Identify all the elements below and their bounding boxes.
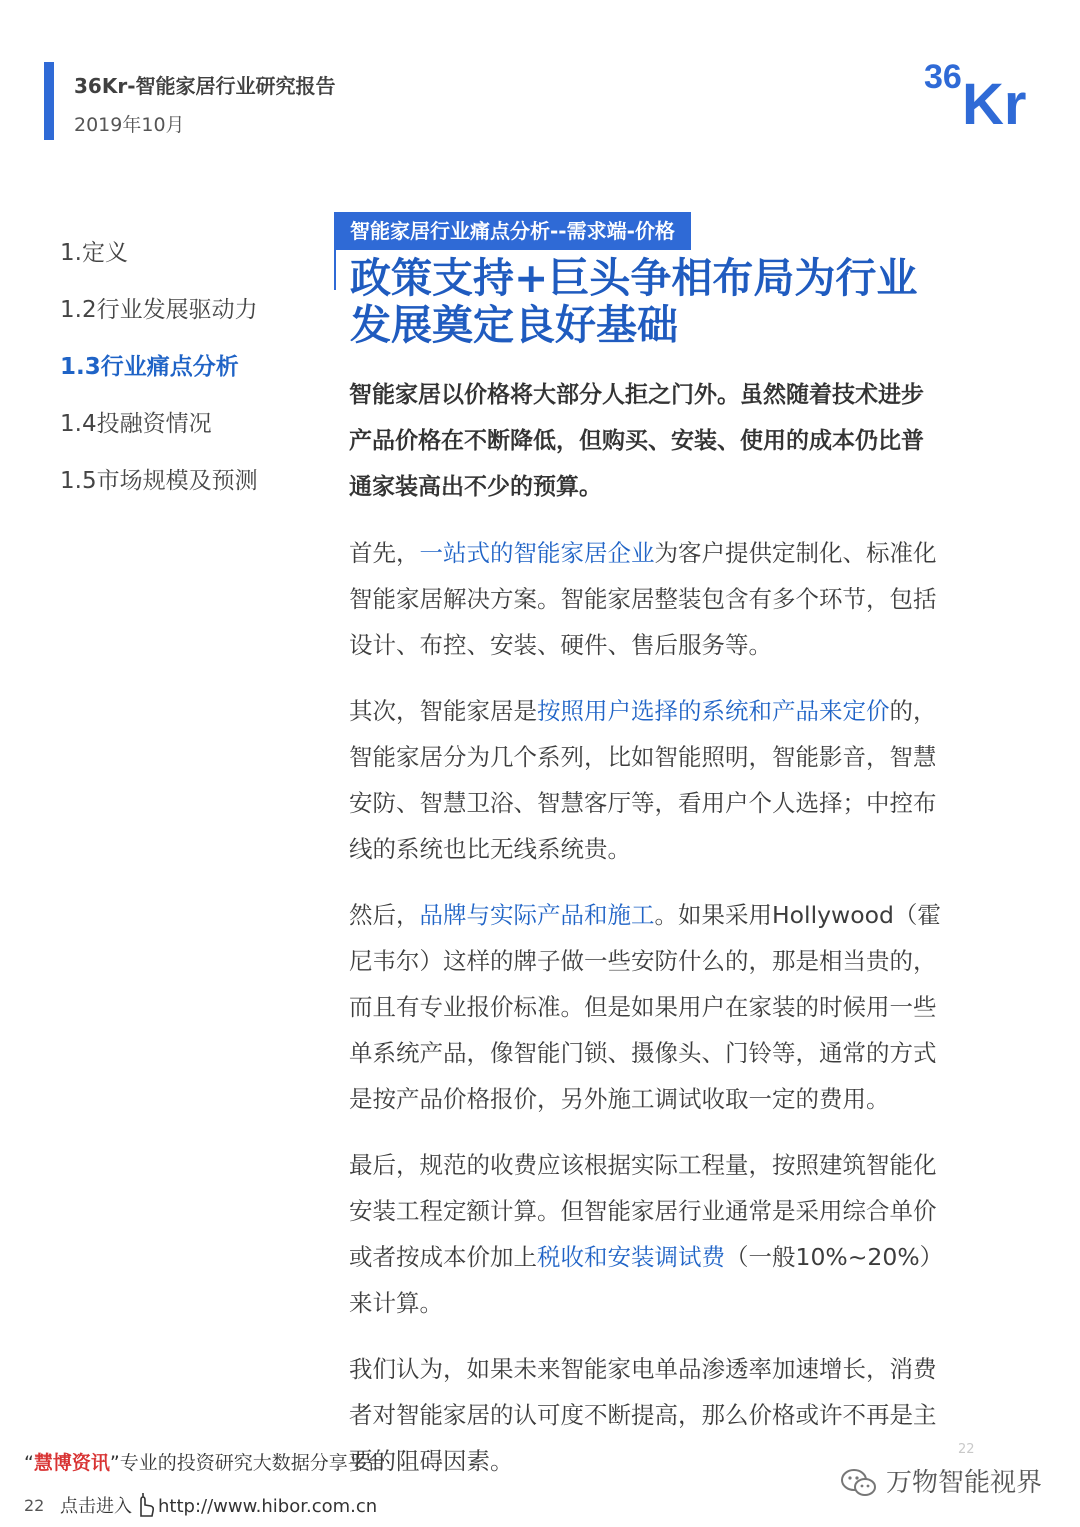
text-line: 安装工程定额计算。但智能家居行业通常是采用综合单价 — [349, 1197, 937, 1225]
header-accent-bar — [44, 62, 54, 140]
table-of-contents — [60, 236, 258, 521]
text-line: 线的系统也比无线系统贵。 — [349, 835, 631, 863]
toc-item-definition[interactable]: 1.定义 — [60, 240, 128, 266]
quote-open: “ — [24, 1452, 34, 1474]
text-line: 最后，规范的收费应该根据实际工程量，按照建筑智能化 — [349, 1151, 937, 1179]
page-number: 22 — [24, 1496, 45, 1515]
highlight-text: 一站式的智能家居企业 — [419, 539, 655, 567]
pointing-hand-icon — [134, 1492, 156, 1518]
36kr-logo — [922, 52, 1042, 132]
enter-label: 点击进入 — [60, 1496, 132, 1517]
highlight-text: 品牌与实际产品和施工 — [419, 901, 655, 929]
text-line: 智能家居解决方案。智能家居整装包含有多个环节，包括 — [349, 585, 937, 613]
text-line: 而且有专业报价标准。但是如果用户在家装的时候用一些 — [349, 993, 937, 1021]
headline-line: 发展奠定良好基础 — [350, 301, 678, 349]
footer-slogan-line — [24, 1448, 386, 1475]
svg-text:Kr: Kr — [962, 72, 1027, 132]
svg-text:36: 36 — [924, 58, 962, 96]
text-line: 单系统产品，像智能门锁、摄像头、门铃等，通常的方式 — [349, 1039, 937, 1067]
wechat-watermark — [840, 1462, 1042, 1499]
toc-item-financing[interactable]: 1.4投融资情况 — [60, 411, 212, 437]
section-headline — [350, 255, 1050, 349]
text-fragment: 的， — [889, 697, 937, 725]
text-fragment: 为客户提供定制化、标准化 — [654, 539, 937, 567]
watermark-text: 万物智能视界 — [886, 1468, 1043, 1498]
text-line: 来计算。 — [349, 1289, 443, 1317]
wechat-icon — [840, 1467, 878, 1499]
hibor-url-link[interactable]: http://www.hibor.com.cn — [158, 1496, 378, 1517]
hibor-brand: 慧博资讯 — [33, 1452, 110, 1474]
lead-paragraph — [349, 372, 999, 510]
toc-item-market-size[interactable]: 1.5市场规模及预测 — [60, 468, 258, 494]
text-line — [349, 688, 999, 734]
text-fragment: （一般10%~20%） — [725, 1243, 944, 1271]
text-line: 产品价格在不断降低，但购买、安装、使用的成本仍比普 — [349, 428, 924, 454]
text-line: 我们认为，如果未来智能家电单品渗透率加速增长，消费 — [349, 1355, 937, 1383]
report-title: 36Kr-智能家居行业研究报告 — [74, 74, 336, 98]
paragraph-third — [349, 892, 999, 1122]
paragraph-fourth — [349, 1142, 999, 1326]
report-date: 2019年10月 — [74, 114, 185, 136]
quote-close: ” — [109, 1452, 120, 1474]
text-line — [349, 1234, 999, 1280]
footer-link-line[interactable] — [60, 1492, 377, 1518]
paragraph-first — [349, 530, 999, 668]
paragraph-second — [349, 688, 999, 872]
text-line: 者对智能家居的认可度不断提高，那么价格或许不再是主 — [349, 1401, 937, 1429]
footer-slogan: 专业的投资研究大数据分享平台 — [119, 1452, 386, 1474]
text-line: 智能家居以价格将大部分人拒之门外。虽然随着技术进步 — [349, 382, 924, 408]
toc-item-drivers[interactable]: 1.2行业发展驱动力 — [60, 297, 258, 323]
text-line — [349, 892, 999, 938]
text-fragment: 。如果采用Hollywood（霍 — [654, 901, 941, 929]
text-fragment: 首先， — [349, 539, 420, 567]
text-line: 智能家居分为几个系列，比如智能照明，智能影音，智慧 — [349, 743, 937, 771]
text-line: 设计、布控、安装、硬件、售后服务等。 — [349, 631, 772, 659]
toc-item-pain-points[interactable]: 1.3行业痛点分析 — [60, 354, 239, 380]
highlight-text: 税收和安装调试费 — [537, 1243, 725, 1271]
text-fragment: 然后， — [349, 901, 420, 929]
text-line: 是按产品价格报价，另外施工调试收取一定的费用。 — [349, 1085, 890, 1113]
text-fragment: 或者按成本价加上 — [349, 1243, 537, 1271]
text-line: 通家装高出不少的预算。 — [349, 474, 602, 500]
body-content — [349, 372, 999, 1504]
text-line: 尼韦尔）这样的牌子做一些安防什么的，那是相当贵的， — [349, 947, 937, 975]
text-line — [349, 530, 999, 576]
headline-line: 政策支持+巨头争相布局为行业 — [350, 254, 918, 302]
section-tag: 智能家居行业痛点分析--需求端-价格 — [336, 212, 691, 250]
text-fragment: 其次，智能家居是 — [349, 697, 537, 725]
small-page-number: 22 — [958, 1442, 975, 1457]
highlight-text: 按照用户选择的系统和产品来定价 — [537, 697, 890, 725]
text-line: 安防、智慧卫浴、智慧客厅等，看用户个人选择；中控布 — [349, 789, 937, 817]
text-line: 要的阻碍因素。 — [349, 1447, 514, 1475]
